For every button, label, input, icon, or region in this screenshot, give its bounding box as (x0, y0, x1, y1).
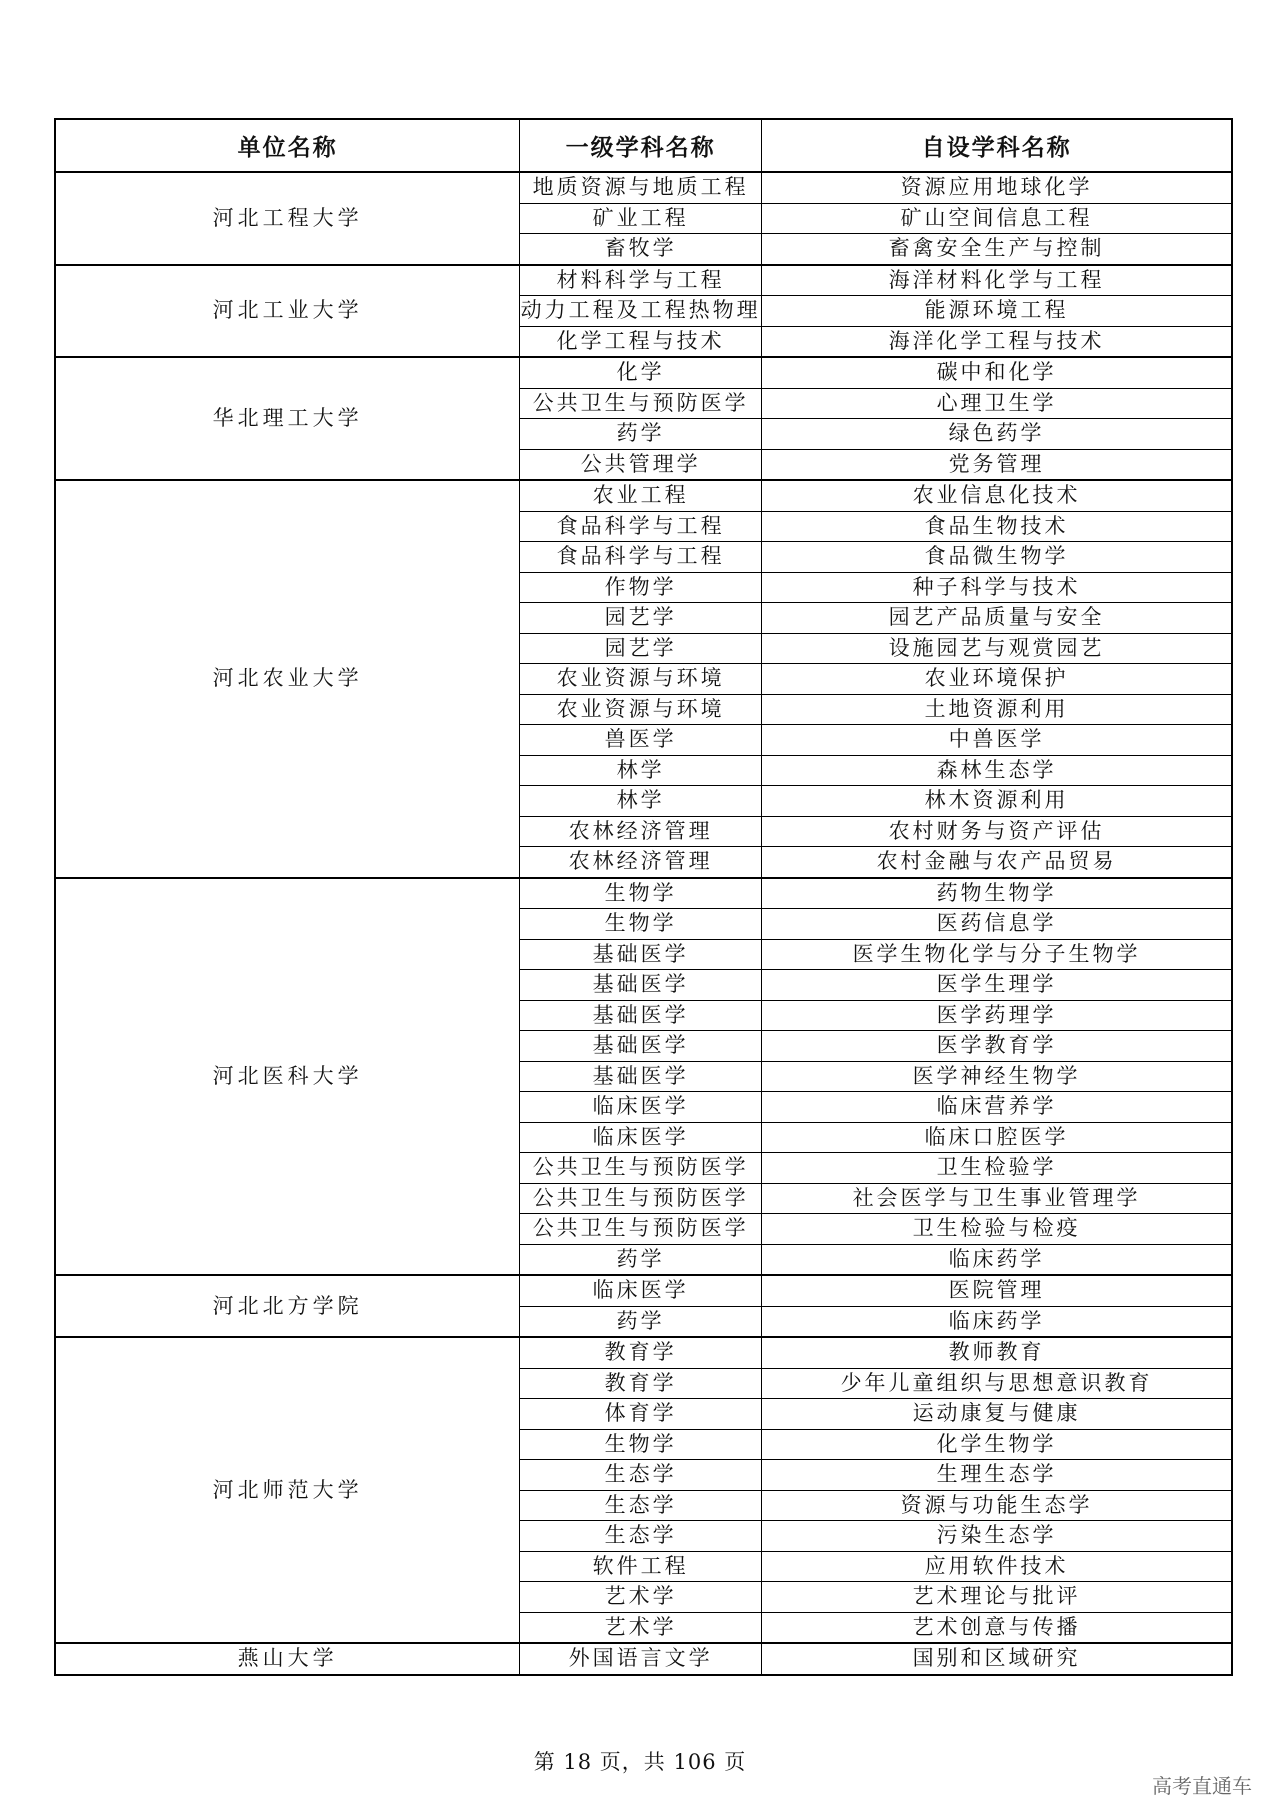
self-set-discipline-cell: 医学教育学 (762, 1031, 1232, 1062)
table-row (55, 1275, 1232, 1306)
self-set-discipline-cell: 海洋化学工程与技术 (762, 326, 1232, 357)
unit-name-cell: 河北工程大学 (55, 172, 520, 265)
primary-discipline-cell: 临床医学 (520, 1122, 762, 1153)
self-set-discipline-cell: 党务管理 (762, 449, 1232, 480)
primary-discipline-cell: 生物学 (520, 878, 762, 909)
unit-name-cell: 河北北方学院 (55, 1275, 520, 1337)
unit-name-cell: 河北医科大学 (55, 878, 520, 1276)
primary-discipline-cell: 地质资源与地质工程 (520, 172, 762, 203)
primary-discipline-cell: 生物学 (520, 1429, 762, 1460)
primary-discipline-cell: 农林经济管理 (520, 816, 762, 847)
self-set-discipline-cell: 森林生态学 (762, 755, 1232, 786)
primary-discipline-cell: 生物学 (520, 909, 762, 940)
self-set-discipline-cell: 药物生物学 (762, 878, 1232, 909)
unit-name-cell: 华北理工大学 (55, 357, 520, 480)
table-row (55, 1643, 1232, 1675)
primary-discipline-cell: 化学 (520, 357, 762, 388)
self-set-discipline-cell: 医学生物化学与分子生物学 (762, 939, 1232, 970)
self-set-discipline-cell: 医学药理学 (762, 1000, 1232, 1031)
self-set-discipline-cell: 畜禽安全生产与控制 (762, 234, 1232, 265)
self-set-discipline-cell: 卫生检验学 (762, 1153, 1232, 1184)
primary-discipline-cell: 生态学 (520, 1460, 762, 1491)
primary-discipline-cell: 园艺学 (520, 633, 762, 664)
self-set-discipline-cell: 运动康复与健康 (762, 1399, 1232, 1430)
primary-discipline-cell: 公共管理学 (520, 449, 762, 480)
primary-discipline-cell: 公共卫生与预防医学 (520, 388, 762, 419)
self-set-discipline-cell: 碳中和化学 (762, 357, 1232, 388)
table-header-row (55, 119, 1232, 172)
unit-name-cell: 河北工业大学 (55, 265, 520, 358)
primary-discipline-cell: 化学工程与技术 (520, 326, 762, 357)
table-body (55, 172, 1232, 1675)
watermark: 高考直通车 (1152, 1774, 1252, 1798)
self-set-discipline-cell: 农业信息化技术 (762, 480, 1232, 511)
primary-discipline-cell: 艺术学 (520, 1582, 762, 1613)
primary-discipline-cell: 药学 (520, 1306, 762, 1337)
self-set-discipline-cell: 医学神经生物学 (762, 1061, 1232, 1092)
self-set-discipline-cell: 农村财务与资产评估 (762, 816, 1232, 847)
self-set-discipline-cell: 临床药学 (762, 1306, 1232, 1337)
primary-discipline-cell: 生态学 (520, 1521, 762, 1552)
primary-discipline-cell: 农业资源与环境 (520, 694, 762, 725)
self-set-discipline-cell: 能源环境工程 (762, 296, 1232, 327)
primary-discipline-cell: 农业工程 (520, 480, 762, 511)
primary-discipline-cell: 畜牧学 (520, 234, 762, 265)
table-row (55, 265, 1232, 296)
primary-discipline-cell: 基础医学 (520, 1000, 762, 1031)
primary-discipline-cell: 园艺学 (520, 603, 762, 634)
self-set-discipline-cell: 少年儿童组织与思想意识教育 (762, 1368, 1232, 1399)
self-set-discipline-cell: 艺术创意与传播 (762, 1612, 1232, 1643)
primary-discipline-cell: 临床医学 (520, 1092, 762, 1123)
self-set-discipline-cell: 绿色药学 (762, 419, 1232, 450)
self-set-discipline-cell: 资源与功能生态学 (762, 1490, 1232, 1521)
primary-discipline-cell: 林学 (520, 786, 762, 817)
unit-name-cell: 河北农业大学 (55, 480, 520, 878)
self-set-discipline-cell: 种子科学与技术 (762, 572, 1232, 603)
primary-discipline-cell: 药学 (520, 1244, 762, 1275)
primary-discipline-cell: 作物学 (520, 572, 762, 603)
self-set-discipline-cell: 矿山空间信息工程 (762, 203, 1232, 234)
self-set-discipline-cell: 临床营养学 (762, 1092, 1232, 1123)
primary-discipline-cell: 林学 (520, 755, 762, 786)
unit-name-cell: 燕山大学 (55, 1643, 520, 1675)
header-unit-name: 单位名称 (55, 119, 520, 172)
self-set-discipline-cell: 艺术理论与批评 (762, 1582, 1232, 1613)
self-set-discipline-cell: 临床口腔医学 (762, 1122, 1232, 1153)
self-set-discipline-cell: 农业环境保护 (762, 664, 1232, 695)
primary-discipline-cell: 基础医学 (520, 939, 762, 970)
page-number: 第 18 页，共 106 页 (533, 1750, 747, 1774)
self-set-discipline-cell: 医学生理学 (762, 970, 1232, 1001)
primary-discipline-cell: 教育学 (520, 1368, 762, 1399)
self-set-discipline-cell: 社会医学与卫生事业管理学 (762, 1183, 1232, 1214)
primary-discipline-cell: 软件工程 (520, 1551, 762, 1582)
self-set-discipline-cell: 农村金融与农产品贸易 (762, 847, 1232, 878)
self-set-discipline-cell: 应用软件技术 (762, 1551, 1232, 1582)
unit-name-cell: 河北师范大学 (55, 1337, 520, 1643)
primary-discipline-cell: 艺术学 (520, 1612, 762, 1643)
primary-discipline-cell: 体育学 (520, 1399, 762, 1430)
primary-discipline-cell: 基础医学 (520, 1031, 762, 1062)
table-row (55, 480, 1232, 511)
primary-discipline-cell: 食品科学与工程 (520, 511, 762, 542)
self-set-discipline-cell: 卫生检验与检疫 (762, 1214, 1232, 1245)
discipline-table (54, 118, 1233, 1676)
primary-discipline-cell: 动力工程及工程热物理 (520, 296, 762, 327)
primary-discipline-cell: 兽医学 (520, 725, 762, 756)
header-primary-discipline: 一级学科名称 (520, 119, 762, 172)
self-set-discipline-cell: 心理卫生学 (762, 388, 1232, 419)
self-set-discipline-cell: 园艺产品质量与安全 (762, 603, 1232, 634)
self-set-discipline-cell: 设施园艺与观赏园艺 (762, 633, 1232, 664)
table-row (55, 357, 1232, 388)
self-set-discipline-cell: 临床药学 (762, 1244, 1232, 1275)
primary-discipline-cell: 公共卫生与预防医学 (520, 1214, 762, 1245)
primary-discipline-cell: 基础医学 (520, 970, 762, 1001)
self-set-discipline-cell: 土地资源利用 (762, 694, 1232, 725)
self-set-discipline-cell: 食品微生物学 (762, 542, 1232, 573)
self-set-discipline-cell: 国别和区域研究 (762, 1643, 1232, 1675)
primary-discipline-cell: 材料科学与工程 (520, 265, 762, 296)
primary-discipline-cell: 农林经济管理 (520, 847, 762, 878)
self-set-discipline-cell: 中兽医学 (762, 725, 1232, 756)
table-row (55, 172, 1232, 203)
self-set-discipline-cell: 生理生态学 (762, 1460, 1232, 1491)
primary-discipline-cell: 公共卫生与预防医学 (520, 1183, 762, 1214)
self-set-discipline-cell: 教师教育 (762, 1337, 1232, 1368)
self-set-discipline-cell: 污染生态学 (762, 1521, 1232, 1552)
primary-discipline-cell: 基础医学 (520, 1061, 762, 1092)
primary-discipline-cell: 矿业工程 (520, 203, 762, 234)
self-set-discipline-cell: 化学生物学 (762, 1429, 1232, 1460)
self-set-discipline-cell: 资源应用地球化学 (762, 172, 1232, 203)
self-set-discipline-cell: 医药信息学 (762, 909, 1232, 940)
table-row (55, 1337, 1232, 1368)
primary-discipline-cell: 生态学 (520, 1490, 762, 1521)
self-set-discipline-cell: 医院管理 (762, 1275, 1232, 1306)
primary-discipline-cell: 临床医学 (520, 1275, 762, 1306)
primary-discipline-cell: 食品科学与工程 (520, 542, 762, 573)
primary-discipline-cell: 教育学 (520, 1337, 762, 1368)
primary-discipline-cell: 公共卫生与预防医学 (520, 1153, 762, 1184)
primary-discipline-cell: 药学 (520, 419, 762, 450)
primary-discipline-cell: 农业资源与环境 (520, 664, 762, 695)
table-row (55, 878, 1232, 909)
self-set-discipline-cell: 林木资源利用 (762, 786, 1232, 817)
self-set-discipline-cell: 食品生物技术 (762, 511, 1232, 542)
self-set-discipline-cell: 海洋材料化学与工程 (762, 265, 1232, 296)
primary-discipline-cell: 外国语言文学 (520, 1643, 762, 1675)
header-self-set-discipline: 自设学科名称 (762, 119, 1232, 172)
